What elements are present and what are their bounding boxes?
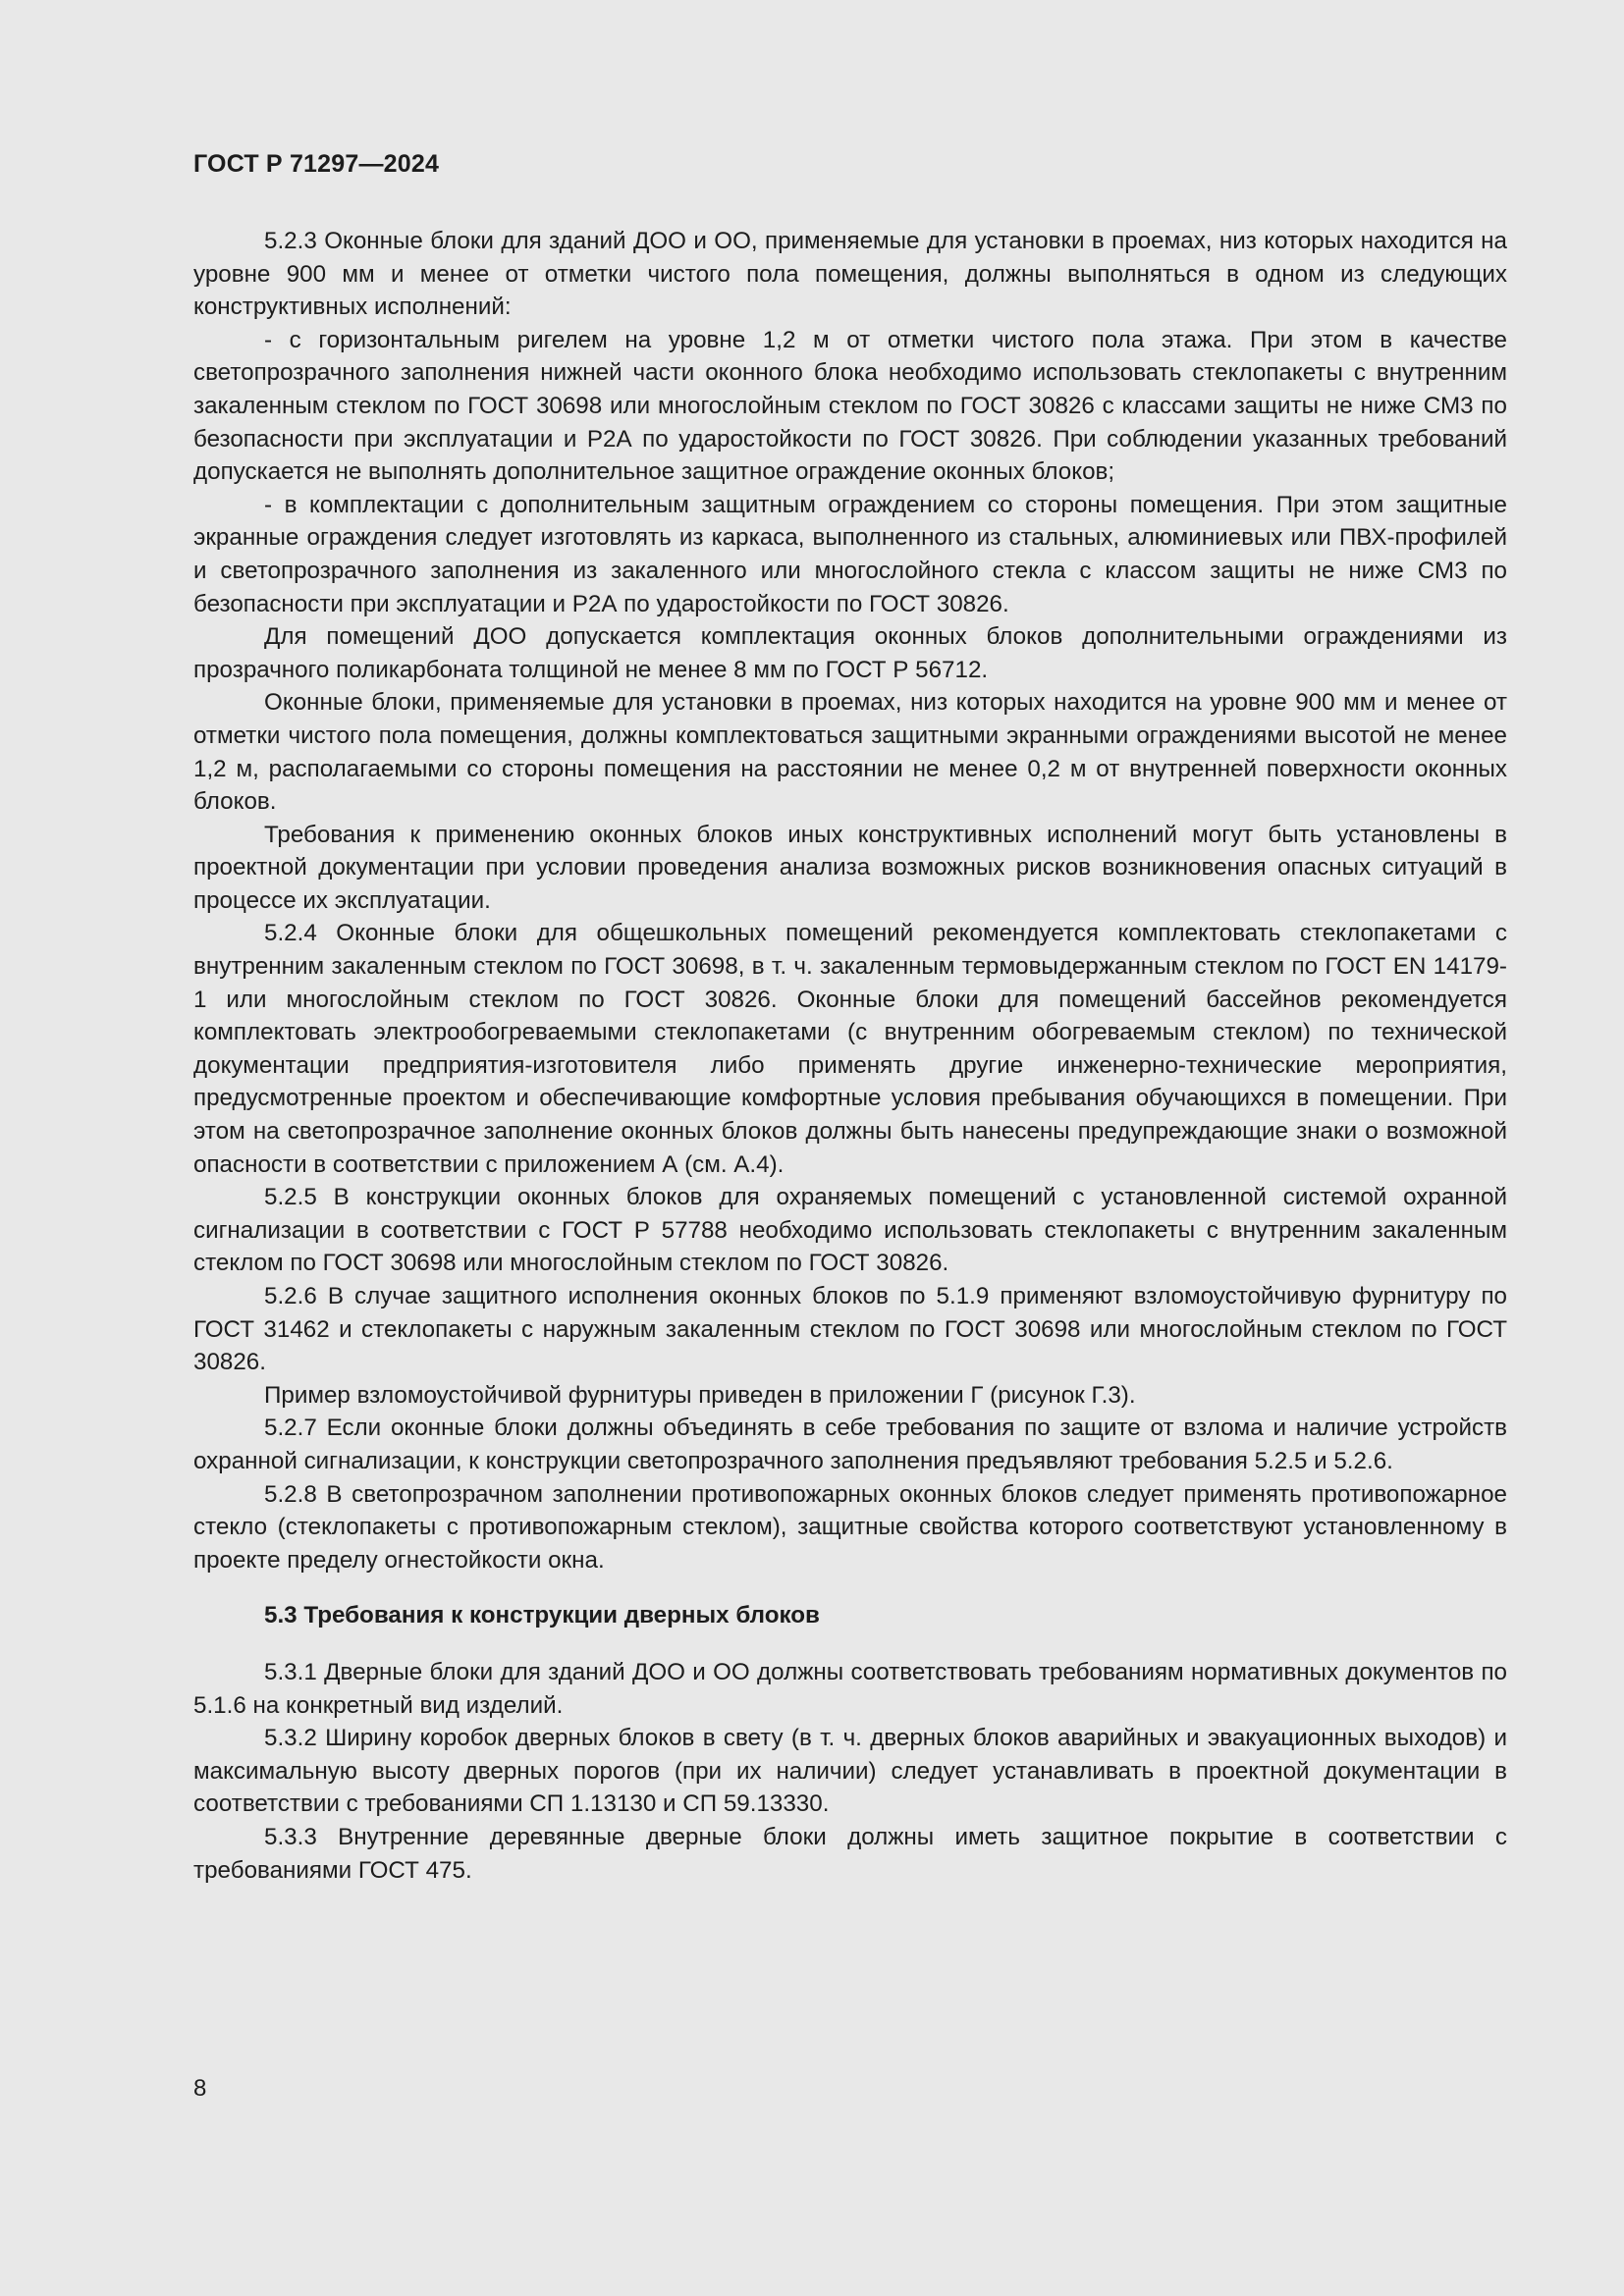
paragraph-5-2-7: 5.2.7 Если оконные блоки должны объединять в себе требования по защите от взлома и наличие устройств охранной сигнализации, к конструкции светопрозрачного заполнения предъявляют требования 5.2.5 и 5.2.6.: [193, 1415, 1507, 1474]
section-heading-5-3: 5.3 Требования к конструкции дверных блоков: [264, 1602, 820, 1629]
paragraph-screen-barriers: Оконные блоки, применяемые для установки в проемах, низ которых находится на уровне 900 мм и менее от отметки чистого пола помещения, должны комплектоваться защитными экранными ограждениями высотой не менее 1,2 м, располагаемыми со стороны помещения на расстоянии не менее 0,2 м от внутренней поверхности оконных блоков.: [193, 689, 1507, 816]
paragraph-5-3-3: 5.3.3 Внутренние деревянные дверные блоки должны иметь защитное покрытие в соответствии с требованиями ГОСТ 475.: [193, 1823, 1507, 1884]
paragraph-5-3-2: 5.3.2 Ширину коробок дверных блоков в свету (в т. ч. дверных блоков аварийных и эвакуационных выходов) и максимальную высоту дверных порогов (при их наличии) следует устанавливать в проектной документации в соответствии с требованиями СП 1.13130 и СП 59.13330.: [193, 1725, 1507, 1818]
paragraph-5-2-4: 5.2.4 Оконные блоки для общешкольных помещений рекомендуется комплектовать стеклопакетами с внутренним закаленным стеклом по ГОСТ 30698, в т. ч. закаленным термовыдержанным стеклом по ГОСТ EN 14179-1 или многослойным стеклом по ГОСТ 30826. Оконные блоки для помещений бассейнов рекомендуется комплектовать электрообогреваемыми стеклопакетами (с внутренним обогреваемым стеклом) по технической документации предприятия-изготовителя либо применять другие инженерно-технические мероприятия, предусмотренные проектом и обеспечивающие комфортные условия пребывания обучающихся в помещении. При этом на светопрозрачное заполнение оконных блоков должны быть нанесены предупреждающие знаки о возможной опасности в соответствии с приложением А (см. А.4).: [193, 920, 1507, 1178]
paragraph-other-designs: Требования к применению оконных блоков иных конструктивных исполнений могут быть установлены в проектной документации при условии проведения анализа возможных рисков возникновения опасных ситуаций в процессе их эксплуатации.: [193, 821, 1507, 914]
paragraph-doo-polycarbonate: Для помещений ДОО допускается комплектация оконных блоков дополнительными ограждениями из прозрачного поликарбоната толщиной не менее 8 мм по ГОСТ Р 56712.: [193, 623, 1507, 683]
paragraph-option-horizontal-transom: - с горизонтальным ригелем на уровне 1,2 м от отметки чистого пола этажа. При этом в качестве светопрозрачного заполнения нижней части оконного блока необходимо использовать стеклопакеты с внутренним закаленным стеклом по ГОСТ 30698 или многослойным стеклом по ГОСТ 30826 с классами защиты не ниже СМ3 по безопасности при эксплуатации и Р2А по ударостойкости по ГОСТ 30826. При соблюдении указанных требований допускается не выполнять дополнительное защитное ограждение оконных блоков;: [193, 326, 1507, 486]
document-body: [193, 225, 1507, 1887]
paragraph-5-3-1: 5.3.1 Дверные блоки для зданий ДОО и ОО должны соответствовать требованиям нормативных документов по 5.1.6 на конкретный вид изделий.: [193, 1658, 1507, 1719]
paragraph-5-2-5: 5.2.5 В конструкции оконных блоков для охраняемых помещений с установленной системой охранной сигнализации в соответствии с ГОСТ Р 57788 необходимо использовать стеклопакеты с внутренним закаленным стеклом по ГОСТ 30698 или многослойным стеклом по ГОСТ 30826.: [193, 1184, 1507, 1277]
paragraph-option-protective-barrier: - в комплектации с дополнительным защитным ограждением со стороны помещения. При этом защитные экранные ограждения следует изготовлять из каркаса, выполненного из стальных, алюминиевых или ПВХ-профилей и светопрозрачного заполнения из закаленного или многослойного стекла с классом защиты не ниже СМ3 по безопасности при эксплуатации и Р2А по ударостойкости по ГОСТ 30826.: [193, 491, 1507, 617]
paragraph-5-2-3: 5.2.3 Оконные блоки для зданий ДОО и ОО, применяемые для установки в проемах, низ которых находится на уровне 900 мм и менее от отметки чистого пола помещения, должны выполняться в одном из следующих конструктивных исполнений:: [193, 228, 1507, 321]
paragraph-hardware-example: Пример взломоустойчивой фурнитуры приведен в приложении Г (рисунок Г.3).: [264, 1381, 1136, 1409]
paragraph-5-2-6: 5.2.6 В случае защитного исполнения оконных блоков по 5.1.9 применяют взломоустойчивую фурнитуру по ГОСТ 31462 и стеклопакеты с наружным закаленным стеклом по ГОСТ 30698 или многослойным стеклом по ГОСТ 30826.: [193, 1283, 1507, 1376]
document-standard-id: ГОСТ Р 71297—2024: [193, 150, 440, 178]
page-number: 8: [193, 2075, 207, 2102]
paragraph-5-2-8: 5.2.8 В светопрозрачном заполнении противопожарных оконных блоков следует применять противопожарное стекло (стеклопакеты с противопожарным стеклом), защитные свойства которого соответствуют установленному в проекте пределу огнестойкости окна.: [193, 1480, 1507, 1574]
